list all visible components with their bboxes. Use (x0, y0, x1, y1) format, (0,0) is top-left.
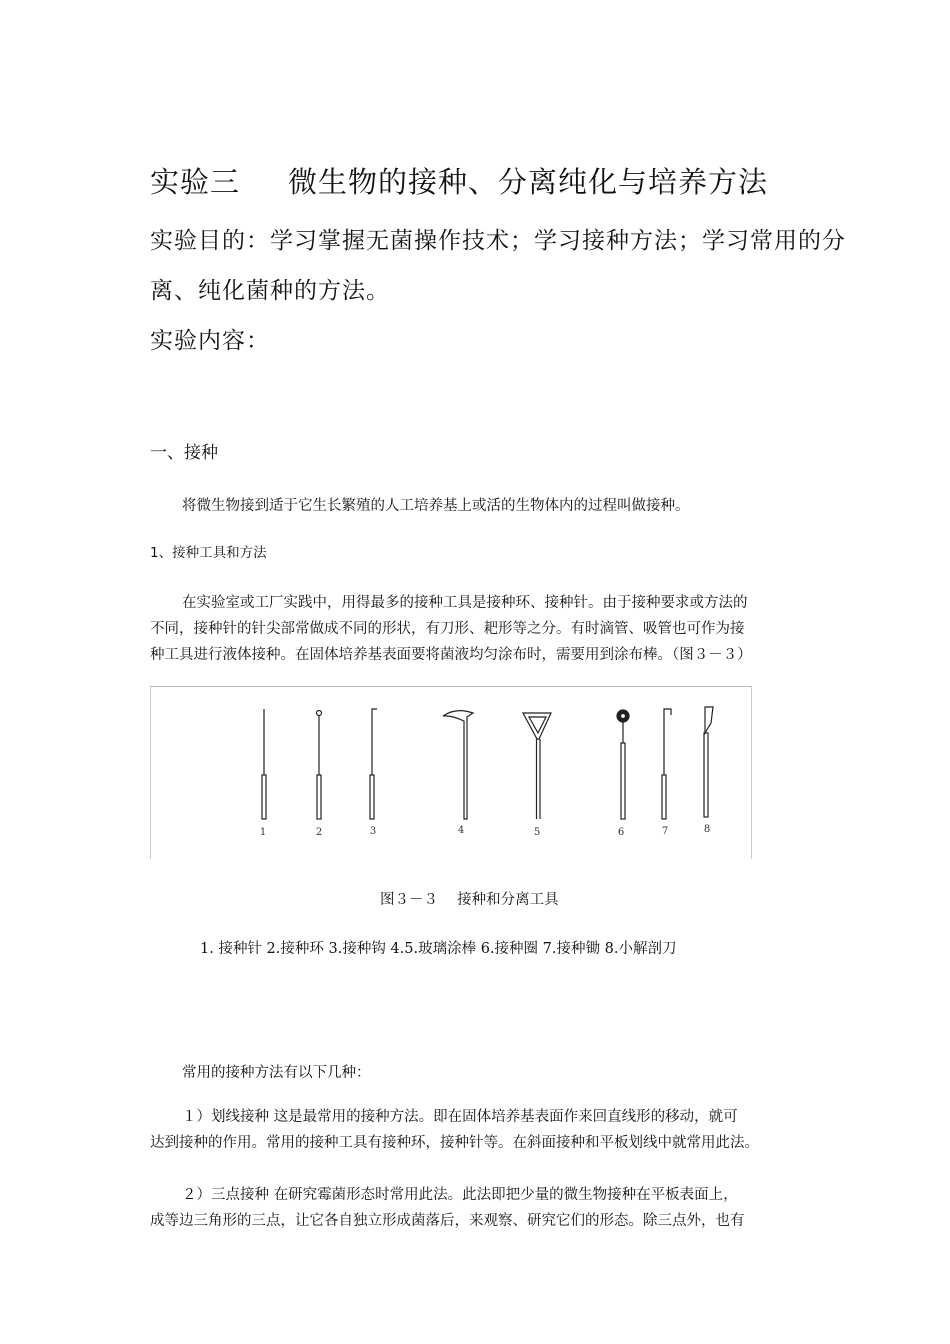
title-topic: 微生物的接种、分离纯化与培养方法 (288, 165, 769, 199)
section-heading: 一、接种 (150, 443, 218, 463)
tool-number-label: 7 (661, 826, 669, 837)
section-intro: 将微生物接到适于它生长繁殖的人工培养基上或活的生物体内的过程叫做接种。 (182, 498, 690, 514)
method-three-point (150, 1182, 800, 1234)
tool-5-spreader (523, 713, 551, 819)
tool-7-hoe (662, 709, 671, 819)
title-experiment-number: 实验三 (150, 165, 241, 199)
tools-paragraph-line: 不同，接种针的针尖部常做成不同的形状，有刀形、耙形等之分。有时滴管、吸管也可作为接 (150, 621, 745, 637)
tools-illustration (151, 687, 751, 859)
tool-number-label: 8 (703, 824, 711, 835)
tool-8-scalpel (704, 707, 713, 817)
method-streak (150, 1104, 800, 1156)
tool-4-spreader (443, 711, 473, 819)
method-three-point-line: ２）三点接种 在研究霉菌形态时常用此法。此法即把少量的微生物接种在平板表面上， (182, 1187, 738, 1203)
method-three-point-line: 成等边三角形的三点，让它各自独立形成菌落后，来观察、研究它们的形态。除三点外，也有 (150, 1213, 745, 1229)
method-streak-line: 达到接种的作用。常用的接种工具有接种环，接种针等。在斜面接种和平板划线中就常用此法。 (150, 1135, 759, 1151)
tool-6-ring (617, 710, 629, 819)
methods-intro: 常用的接种方法有以下几种： (182, 1065, 371, 1081)
purpose-line-2: 离、纯化菌种的方法。 (150, 278, 390, 304)
page-title (150, 160, 768, 201)
tool-number-label: 5 (533, 827, 541, 838)
figure-legend: 1. 接种针 2.接种环 3.接种钩 4.5.玻璃涂棒 6.接种圈 7.接种锄 8.小解剖刀 (200, 941, 677, 957)
content-label: 实验内容： (150, 328, 270, 354)
tool-number-label: 1 (259, 827, 267, 838)
method-streak-line: １）划线接种 这是最常用的接种方法。即在固体培养基表面作来回直线形的移动，就可 (182, 1109, 738, 1125)
tools-paragraph-line: 种工具进行液体接种。在固体培养基表面要将菌液均匀涂布时，需要用到涂布棒。（图３－３） (150, 647, 752, 663)
figure-caption: 图３－３ 接种和分离工具 (380, 892, 559, 908)
tool-number-label: 6 (617, 827, 625, 838)
tool-number-label: 3 (369, 826, 377, 837)
tool-2-loop (317, 711, 322, 820)
tools-paragraph (150, 590, 800, 668)
tool-number-label: 4 (457, 825, 465, 836)
tools-figure (150, 686, 752, 859)
purpose-line-1: 实验目的：学习掌握无菌操作技术；学习接种方法；学习常用的分 (150, 228, 846, 254)
tool-3-hook (370, 709, 377, 819)
tool-number-label: 2 (315, 827, 323, 838)
tools-paragraph-line: 在实验室或工厂实践中，用得最多的接种工具是接种环、接种针。由于接种要求或方法的 (182, 595, 748, 611)
tool-1-needle (262, 709, 266, 819)
subsection-heading: 1、接种工具和方法 (150, 545, 267, 561)
